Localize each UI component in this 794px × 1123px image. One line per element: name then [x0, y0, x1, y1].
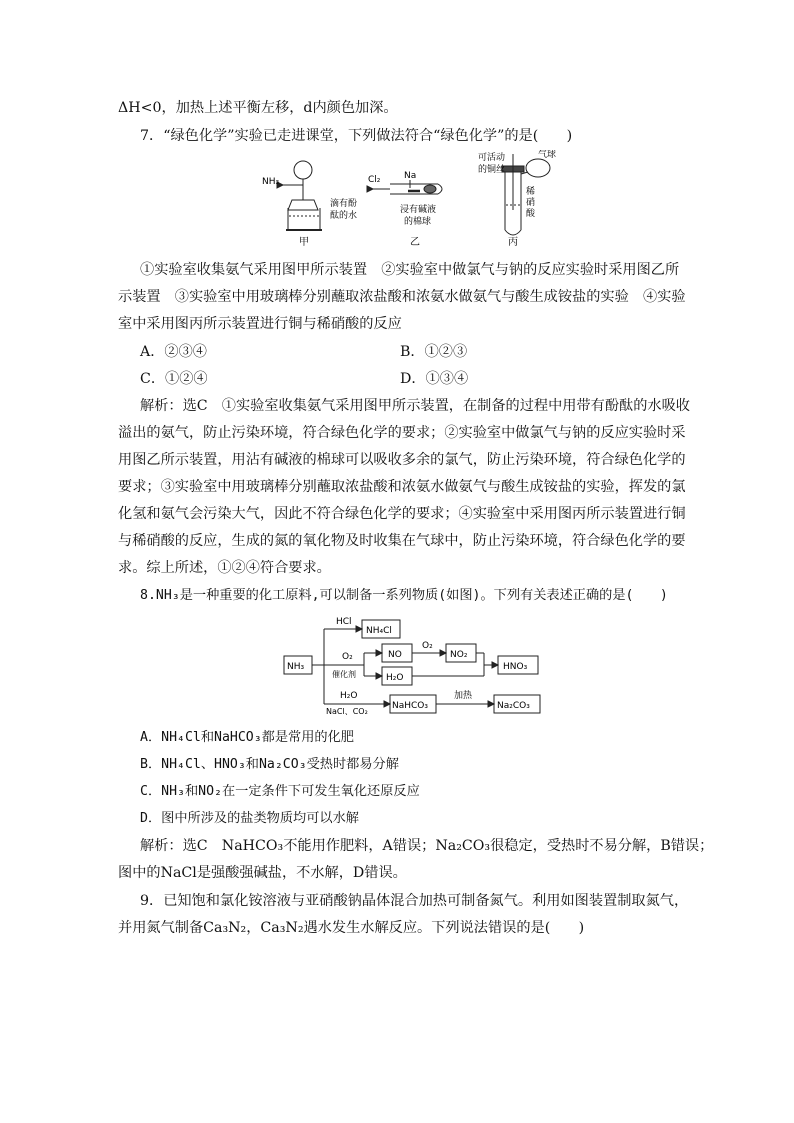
label-bing-wire-2: 的铜丝 — [478, 165, 506, 175]
analysis-line: 化氢和氨气会污染大气，因此不符合绿色化学的要求；④实验室中采用图丙所示装置进行铜 — [118, 506, 686, 522]
statement-line: 室中采用图丙所示装置进行铜与稀硝酸的反应 — [118, 316, 402, 332]
q7-option-a: A．②③④ — [140, 344, 207, 360]
label-bing-acid-2: 硝 — [526, 198, 536, 208]
label-yi-metal: Na — [404, 171, 417, 181]
analysis-line: 用图乙所示装置，用沾有碱液的棉球可以吸收多余的氯气，防止污染环境，符合绿色化学的 — [118, 452, 686, 468]
analysis-line: 与稀硝酸的反应，生成的氮的氧化物及时收集在气球中，防止污染环境，符合绿色化学的要 — [118, 533, 686, 549]
label-o2-a: O₂ — [342, 652, 353, 662]
caption-jia: 甲 — [299, 237, 309, 248]
label-nacl-co2: NaCl、CO₂ — [326, 707, 368, 716]
label-jia-liquid-2: 酞的水 — [330, 211, 358, 221]
text-line: ΔH<0，加热上述平衡左移，d内颜色加深。 — [118, 100, 398, 116]
label-o2-b: O₂ — [422, 641, 433, 651]
node-hno3: HNO₃ — [503, 662, 528, 672]
label-catalyst: 催化剂 — [332, 670, 356, 679]
analysis-line: 溢出的氨气，防止污染环境，符合绿色化学的要求；②实验室中做氯气与钠的反应实验时采 — [118, 425, 686, 441]
figure-q7-apparatus — [258, 150, 558, 250]
label-bing-balloon: 气球 — [538, 150, 557, 160]
label-heat: 加热 — [454, 691, 473, 701]
question-7: 7．“绿色化学”实验已走进课堂，下列做法符合“绿色化学”的是( ) — [140, 128, 573, 144]
analysis-line: 解析：选C ①实验室收集氨气采用图甲所示装置，在制备的过程中用带有酚酞的水吸收 — [140, 398, 690, 414]
question-8: 8.NH₃是一种重要的化工原料,可以制备一系列物质(如图)。下列有关表述正确的是( ) — [140, 588, 668, 603]
q8-option-b: B．NH₄Cl、HNO₃和Na₂CO₃受热时都易分解 — [140, 757, 399, 772]
q7-option-b: B．①②③ — [400, 344, 468, 360]
label-jia-liquid-1: 滴有酚 — [330, 199, 358, 209]
node-h2o: H₂O — [386, 673, 404, 683]
node-no2: NO₂ — [450, 650, 468, 660]
analysis-line: 求。综上所述，①②④符合要求。 — [118, 560, 331, 576]
label-yi-cotton-2: 的棉球 — [404, 217, 432, 227]
label-hcl: HCl — [336, 617, 352, 627]
figure-q8-flowchart — [280, 612, 550, 718]
q7-option-c: C．①②④ — [140, 371, 208, 387]
statement-line: ①实验室收集氨气采用图甲所示装置 ②实验室中做氯气与钠的反应实验时采用图乙所 — [140, 262, 680, 278]
node-nh4cl: NH₄Cl — [366, 626, 392, 636]
label-bing-wire-1: 可活动 — [478, 153, 506, 163]
q8-option-c: C．NH₃和NO₂在一定条件下可发生氧化还原反应 — [140, 784, 420, 799]
q8-option-d: D．图中所涉及的盐类物质均可以水解 — [140, 811, 359, 826]
caption-yi: 乙 — [410, 237, 420, 248]
question-9-cont: 并用氮气制备Ca₃N₂，Ca₃N₂遇水发生水解反应。下列说法错误的是( ) — [118, 920, 585, 936]
q7-option-d: D．①③④ — [400, 371, 469, 387]
node-nh3: NH₃ — [287, 662, 305, 672]
label-bing-acid-1: 稀 — [526, 187, 536, 197]
label-yi-cotton-1: 浸有碱液 — [400, 205, 437, 215]
analysis-line: 图中的NaCl是强酸强碱盐，不水解，D错误。 — [118, 865, 407, 881]
question-9: 9．已知饱和氯化铵溶液与亚硝酸钠晶体混合加热可制备氮气。利用如图装置制取氮气， — [140, 893, 689, 909]
analysis-line: 要求；③实验室中用玻璃棒分别蘸取浓盐酸和浓氨水做氨气与酸生成铵盐的实验，挥发的氯 — [118, 479, 686, 495]
caption-bing: 丙 — [508, 237, 518, 248]
label-h2o: H₂O — [340, 691, 358, 701]
node-no: NO — [388, 650, 402, 660]
label-yi-gas: Cl₂ — [368, 175, 381, 185]
q8-option-a: A．NH₄Cl和NaHCO₃都是常用的化肥 — [140, 730, 354, 745]
node-nahco3: NaHCO₃ — [392, 701, 428, 711]
analysis-line: 解析：选C NaHCO₃不能用作肥料，A错误；Na₂CO₃很稳定，受热时不易分解，B错误； — [140, 838, 714, 854]
label-jia-gas: NH₃ — [262, 177, 280, 187]
node-na2co3: Na₂CO₃ — [497, 701, 530, 711]
label-bing-acid-3: 酸 — [526, 209, 536, 219]
statement-line: 示装置 ③实验室中用玻璃棒分别蘸取浓盐酸和浓氨水做氨气与酸生成铵盐的实验 ④实验 — [118, 289, 686, 305]
